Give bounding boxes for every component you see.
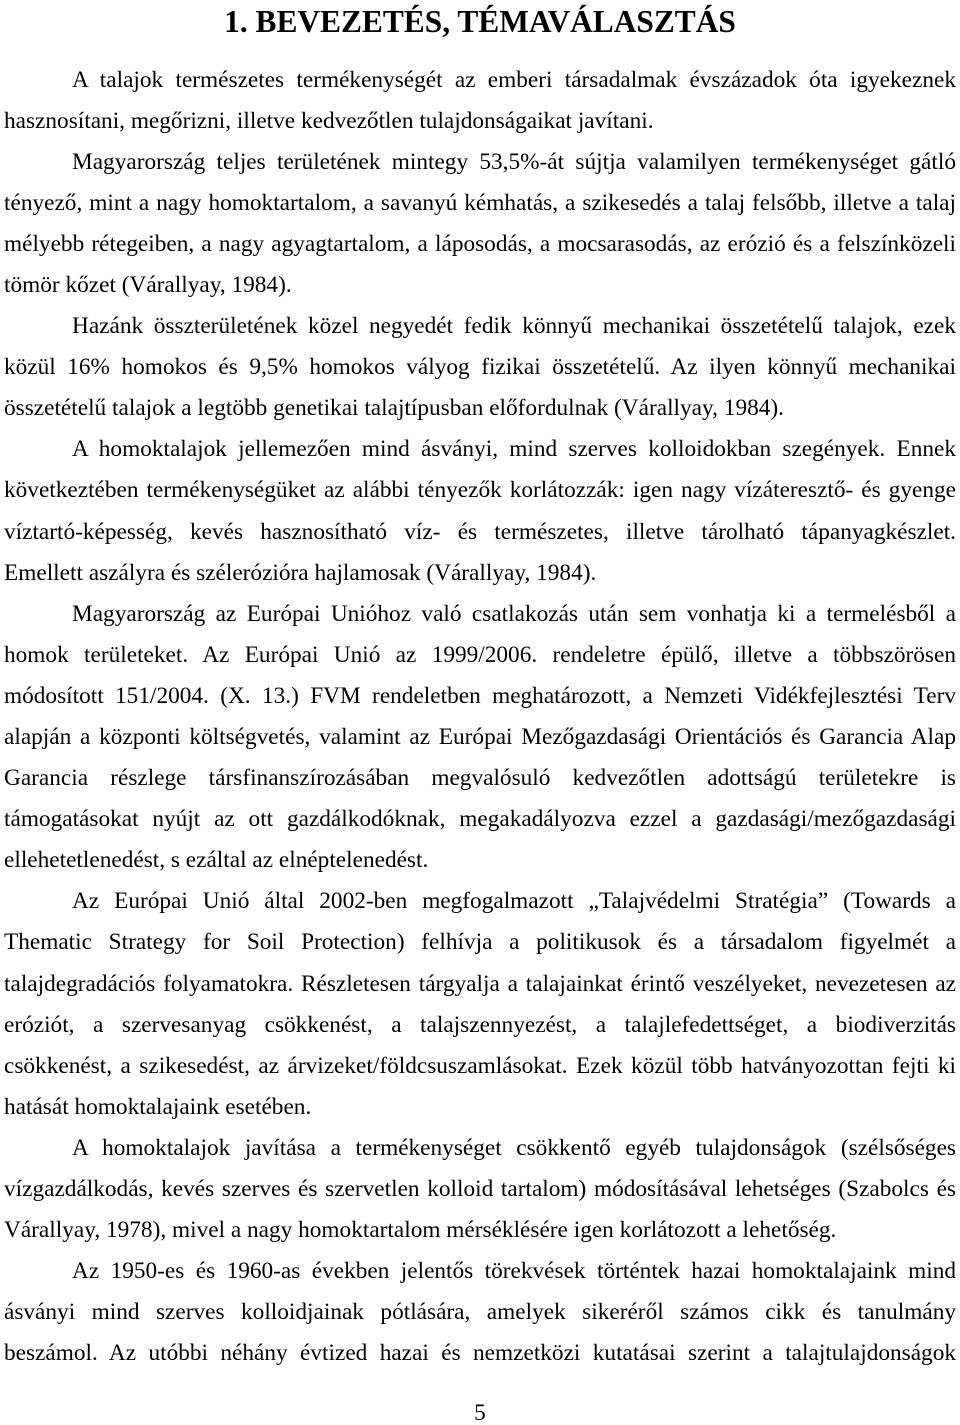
paragraph-line: Magyarország teljes területének mintegy 53,5%-át sújtja valamilyen termékenységet gátló	[72, 148, 956, 175]
paragraph-line: következtében termékenységüket az alábbi tényezők korlátozzák: igen nagy vízáteresztő- és gyenge	[4, 477, 956, 504]
paragraph	[4, 306, 956, 429]
paragraph-line: módosított 151/2004. (X. 13.) FVM rendeletben meghatározott, a Nemzeti Vidékfejlesztési Terv	[4, 682, 956, 709]
paragraph-line: A homoktalajok jellemezően mind ásványi, mind szerves kolloidokban szegények. Ennek	[72, 436, 956, 463]
paragraph-line: hatását homoktalajaink esetében.	[4, 1093, 312, 1120]
paragraph-line: Az Európai Unió által 2002-ben megfogalmazott „Talajvédelmi Stratégia” (Towards a	[72, 888, 956, 915]
paragraph-line: Garancia részlege társfinanszírozásában megvalósuló kedvezőtlen adottságú területekre is	[4, 765, 956, 792]
paragraph	[4, 60, 956, 142]
paragraph-line: ásványi mind szerves kolloidjainak pótlására, amelyek sikeréről számos cikk és tanulmány	[4, 1299, 956, 1326]
paragraph-line: Emellett aszályra és szélerózióra hajlamosak (Várallyay, 1984).	[4, 559, 597, 586]
paragraph-line: hasznosítani, megőrizni, illetve kedvezőtlen tulajdonságaikat javítani.	[4, 107, 654, 134]
chapter-heading: 1. BEVEZETÉS, TÉMAVÁLASZTÁS	[224, 4, 736, 39]
paragraph	[4, 1251, 956, 1374]
paragraph-line: talajdegradációs folyamatokra. Részletesen tárgyalja a talajainkat érintő veszélyeket, nevezetesen az	[4, 970, 956, 997]
paragraph-line: közül 16% homokos és 9,5% homokos vályog fizikai összetételű. Az ilyen könnyű mechanikai	[4, 354, 956, 381]
body-text	[4, 60, 956, 1375]
paragraph-line: Az 1950-es és 1960-as években jelentős törekvések történtek hazai homoktalajaink mind	[72, 1258, 956, 1285]
paragraph-line: Hazánk összterületének közel negyedét fedik könnyű mechanikai összetételű talajok, ezek	[72, 313, 956, 340]
paragraph-line: A homoktalajok javítása a termékenységet csökkentő egyéb tulajdonságok (szélsőséges	[72, 1134, 956, 1161]
paragraph-line: víztartó-képesség, kevés hasznosítható víz- és természetes, illetve tárolható tápanyagkészlet.	[4, 518, 956, 545]
paragraph-line: tényező, mint a nagy homoktartalom, a savanyú kémhatás, a szikesedés a talaj felsőbb, illetve a talaj	[4, 189, 956, 216]
paragraph-line: összetételű talajok a legtöbb genetikai talajtípusban előfordulnak (Várallyay, 1984).	[4, 395, 784, 422]
paragraph-line: vízgazdálkodás, kevés szerves és szervetlen kolloid tartalom) módosításával lehetséges (Szabolcs és	[4, 1176, 956, 1203]
paragraph-line: támogatásokat nyújt az ott gazdálkodóknak, megakadályozva ezzel a gazdasági/mezőgazdasági	[4, 806, 956, 833]
paragraph-line: Thematic Strategy for Soil Protection) felhívja a politikusok és a társadalom figyelmét a	[4, 929, 956, 956]
paragraph	[4, 142, 956, 306]
page-number: 5	[474, 1400, 486, 1425]
paragraph-line: ellehetetlenedést, s ezáltal az elnéptelenedést.	[4, 847, 429, 874]
paragraph-line: tömör kőzet (Várallyay, 1984).	[4, 271, 292, 298]
paragraph	[4, 1128, 956, 1251]
paragraph	[4, 429, 956, 593]
paragraph-line: Várallyay, 1978), mivel a nagy homoktartalom mérséklésére igen korlátozott a lehetőség.	[4, 1217, 837, 1244]
paragraph-line: alapján a központi költségvetés, valamint az Európai Mezőgazdasági Orientációs és Garancia Alap	[4, 724, 956, 750]
paragraph-line: Magyarország az Európai Unióhoz való csatlakozás után sem vonhatja ki a termelésből a	[72, 600, 956, 627]
paragraph-line: beszámol. Az utóbbi néhány évtized hazai és nemzetközi kutatásai szerint a talajtulajdonságok	[4, 1340, 956, 1367]
paragraph-line: mélyebb rétegeiben, a nagy agyagtartalom, a láposodás, a mocsarasodás, az erózió és a felszínközeli	[4, 230, 956, 257]
paragraph	[4, 594, 956, 882]
paragraph	[4, 881, 956, 1128]
paragraph-line: csökkenést, a szikesedést, az árvizeket/földcsuszamlásokat. Ezek közül több hatványozottan fejti ki	[4, 1052, 956, 1079]
paragraph-line: eróziót, a szervesanyag csökkenést, a talajszennyezést, a talajlefedettséget, a biodiverzitás	[4, 1011, 956, 1038]
paragraph-line: homok területeket. Az Európai Unió az 1999/2006. rendeletre épülő, illetve a többszörösen	[4, 641, 956, 668]
paragraph-line: A talajok természetes termékenységét az emberi társadalmak évszázadok óta igyekeznek	[72, 66, 956, 93]
